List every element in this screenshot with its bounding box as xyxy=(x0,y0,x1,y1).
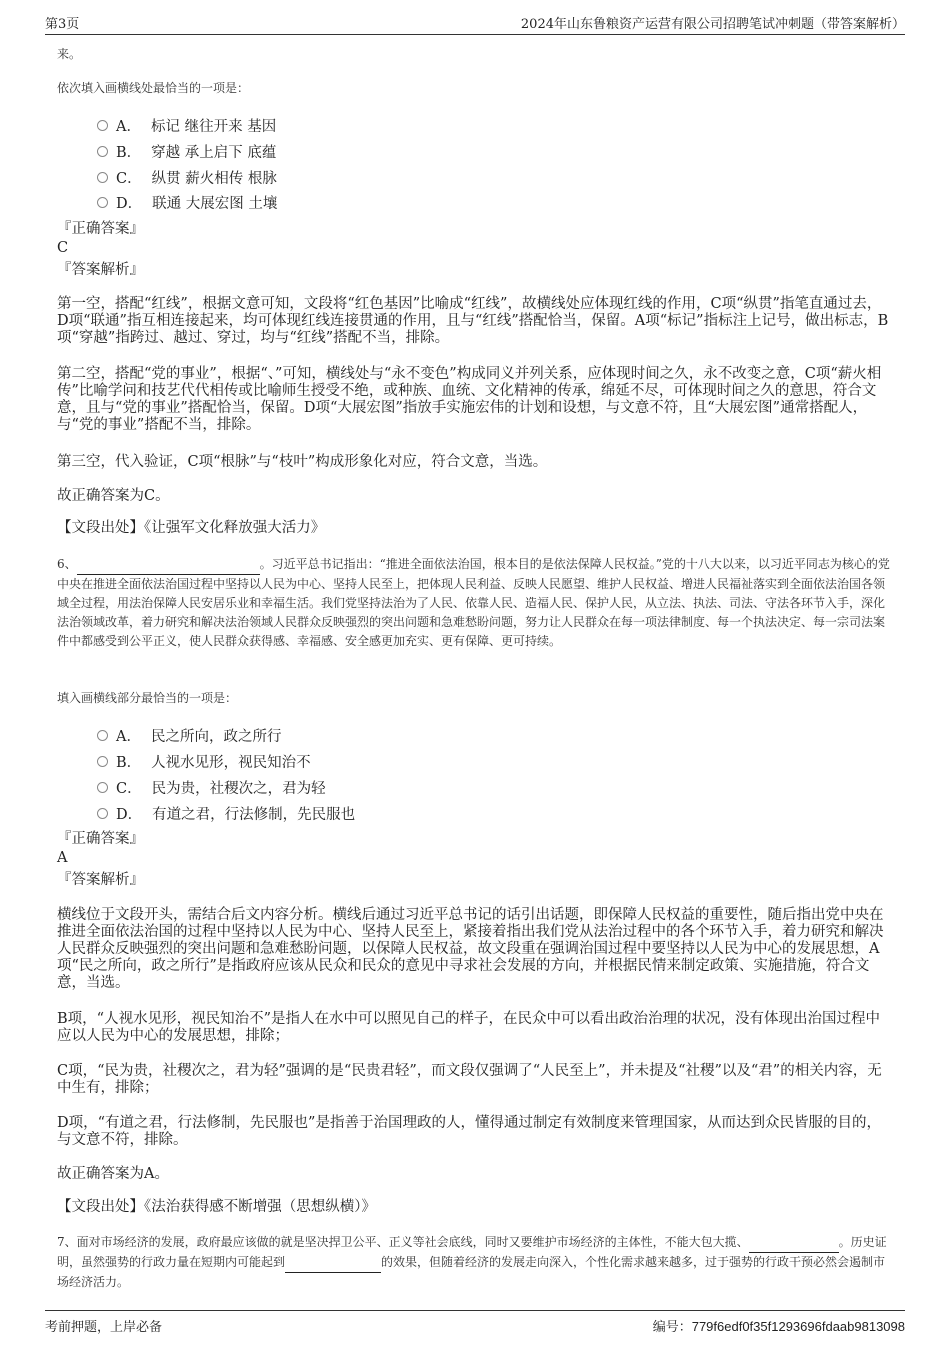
option-text: 民之所向，政之所行 xyxy=(150,729,282,745)
radio-icon[interactable] xyxy=(97,197,108,208)
q5-analysis-paragraph: 故正确答案为C。 xyxy=(57,488,170,504)
document-code xyxy=(653,1316,905,1335)
fill-blank xyxy=(77,555,260,575)
q6-answer-label: 『正确答案』 xyxy=(57,831,144,847)
option-key: B． xyxy=(116,145,142,161)
footer-slogan: 考前押题，上岸必备 xyxy=(45,1320,163,1335)
q5-option-b[interactable] xyxy=(97,141,276,162)
passage-text: 的效果，但随着经济的发展走向深入，个性化需求越来越多，过于强势的行政干预必然会遏制市场经济活力。 xyxy=(57,1255,886,1289)
radio-icon[interactable] xyxy=(97,808,108,819)
page-header xyxy=(45,10,905,35)
q6-option-d[interactable] xyxy=(97,803,355,824)
radio-icon[interactable] xyxy=(97,120,108,131)
q5-analysis-paragraph: 第一空，搭配“红线”，根据文意可知，文段将“红色基因”比喻成“红线”，故横线处应体现红线的作用，C项“纵贯”指笔直通过去，D项“联通”指互相连接起来，均可体现红线连接贯通的作用，且与“红线”搭配恰当，保留。A项“标记”指标注上记号，做出标志，B项“穿越”指跨过、越过、穿过，均与“红线”搭配不当，排除。 xyxy=(57,296,889,346)
q6-passage xyxy=(57,555,893,651)
radio-icon[interactable] xyxy=(97,730,108,741)
option-key: D． xyxy=(116,807,143,823)
passage-text: 。历史证明，虽然强势的行政力量在短期内可能起到 xyxy=(57,1235,887,1269)
page-footer xyxy=(45,1310,905,1335)
q5-option-d[interactable] xyxy=(97,192,277,213)
q6-answer: A xyxy=(57,850,68,866)
radio-icon[interactable] xyxy=(97,146,108,157)
option-key: B． xyxy=(116,755,142,771)
document-title: 2024年山东鲁粮资产运营有限公司招聘笔试冲刺题（带答案解析） xyxy=(520,17,905,32)
q7-passage xyxy=(57,1233,893,1292)
top-fragment: 来。 xyxy=(57,47,82,61)
passage-text: 。习近平总书记指出：“推进全面依法治国，根本目的是依法保障人民权益。”党的十八大以来，以习近平同志为核心的党中央在推进全面依法治国过程中坚持以人民为中心、坚持人民至上，把体现人民利益、反映人民愿望、维护人民权益、增进人民福祉落实到全面依法治国各领域全过程，用法治保障人民安居乐业和幸福生活。我们党坚持法治为了人民、依靠人民、造福人民、保护人民，从立法、执法、司法、守法各环节入手，深化法治领域改革，着力研究和解决法治领域人民群众反映强烈的突出问题和急难愁盼问题，努力让人民群众在每一项法律制度、每一个执法决定、每一宗司法案件中都感受到公平正义，使人民群众获得感、幸福感、安全感更加充实、更有保障、更可持续。 xyxy=(57,557,890,648)
option-key: C． xyxy=(116,781,142,797)
q6-option-b[interactable] xyxy=(97,751,311,772)
option-text: 有道之君，行法修制，先民服也 xyxy=(152,807,356,823)
q6-analysis-paragraph: 故正确答案为A。 xyxy=(57,1166,169,1182)
radio-icon[interactable] xyxy=(97,172,108,183)
radio-icon[interactable] xyxy=(97,756,108,767)
option-key: A． xyxy=(116,119,141,135)
option-text: 民为贵，社稷次之，君为轻 xyxy=(151,781,326,797)
option-text: 穿越 承上启下 底蕴 xyxy=(151,145,277,161)
fill-blank xyxy=(749,1233,839,1253)
option-text: 标记 继往开来 基因 xyxy=(150,119,277,135)
question-number: 7、 xyxy=(57,1235,77,1249)
passage-text: 面对市场经济的发展，政府最应该做的就是坚决捍卫公平、正义等社会底线，同时又要维护市场经济的主体性，不能大包大揽、 xyxy=(76,1235,749,1249)
page-number: 第3页 xyxy=(45,17,80,32)
q6-analysis-paragraph: D项，“有道之君，行法修制，先民服也”是指善于治国理政的人，懂得通过制定有效制度来管理国家，从而达到众民皆服的目的，与文意不符，排除。 xyxy=(57,1115,881,1148)
q5-analysis-label: 『答案解析』 xyxy=(57,262,144,278)
option-key: D． xyxy=(116,196,143,212)
q5-analysis-paragraph: 第三空，代入验证，C项“根脉”与“枝叶”构成形象化对应，符合文意，当选。 xyxy=(57,454,548,470)
q6-option-c[interactable] xyxy=(97,777,326,798)
radio-icon[interactable] xyxy=(97,782,108,793)
option-text: 联通 大展宏图 土壤 xyxy=(152,196,278,212)
question-number: 6、 xyxy=(57,557,77,571)
fill-blank xyxy=(285,1253,381,1273)
q5-source: 【文段出处】《让强军文化释放强大活力》 xyxy=(57,520,326,536)
q5-answer-label: 『正确答案』 xyxy=(57,221,144,237)
q5-option-a[interactable] xyxy=(97,115,276,136)
q5-option-c[interactable] xyxy=(97,167,277,188)
q6-option-a[interactable] xyxy=(97,725,281,746)
option-key: C． xyxy=(116,171,142,187)
q6-analysis-paragraph: C项，“民为贵，社稷次之，君为轻”强调的是“民贵君轻”，而文段仅强调了“人民至上”，并未提及“社稷”以及“君”的相关内容，无中生有，排除； xyxy=(57,1063,882,1096)
q6-prompt: 填入画横线部分最恰当的一项是： xyxy=(57,691,238,705)
code-value: 779f6edf0f35f1293696fdaab9813098 xyxy=(691,1319,905,1334)
option-text: 纵贯 薪火相传 根脉 xyxy=(151,171,277,187)
q6-analysis-paragraph: 横线位于文段开头，需结合后文内容分析。横线后通过习近平总书记的话引出话题，即保障人民权益的重要性，随后指出党中央在推进全面依法治国的过程中坚持以人民为中心、坚持人民至上，紧接着指出我们党从法治过程中的各个环节入手，着力研究和解决人民群众反映强烈的突出问题和急难愁盼问题，以保障人民权益，故文段重在强调治国过程中要坚持以人民为中心的发展思想，A项“民之所向，政之所行”是指政府应该从民众和民众的意见中寻求社会发展的方向，并根据民情来制定政策、实施措施，符合文意，当选。 xyxy=(57,907,884,991)
option-key: A． xyxy=(116,729,141,745)
q6-analysis-label: 『答案解析』 xyxy=(57,872,144,888)
option-text: 人视水见形，视民知治不 xyxy=(151,755,311,771)
code-label: 编号： xyxy=(652,1320,692,1335)
q5-prompt: 依次填入画横线处最恰当的一项是： xyxy=(57,81,250,95)
q5-answer: C xyxy=(57,240,69,256)
q5-analysis-paragraph: 第二空，搭配“党的事业”，根据“、”可知，横线处与“永不变色”构成同义并列关系，应体现时间之久，永不改变之意，C项“薪火相传”比喻学问和技艺代代相传或比喻师生授受不绝，或种族、血统、文化精神的传承，绵延不尽，可体现时间之久的意思，符合文意，且与“党的事业”搭配恰当，保留。D项“大展宏图”指放手实施宏伟的计划和设想，与文意不符，且“大展宏图”通常搭配人，与“党的事业”搭配不当，排除。 xyxy=(57,366,882,433)
q6-analysis-paragraph: B项，“人视水见形，视民知治不”是指人在水中可以照见自己的样子，在民众中可以看出政治治理的状况，没有体现出治国过程中应以人民为中心的发展思想，排除； xyxy=(57,1011,880,1044)
q6-source: 【文段出处】《法治获得感不断增强（思想纵横）》 xyxy=(57,1199,376,1215)
